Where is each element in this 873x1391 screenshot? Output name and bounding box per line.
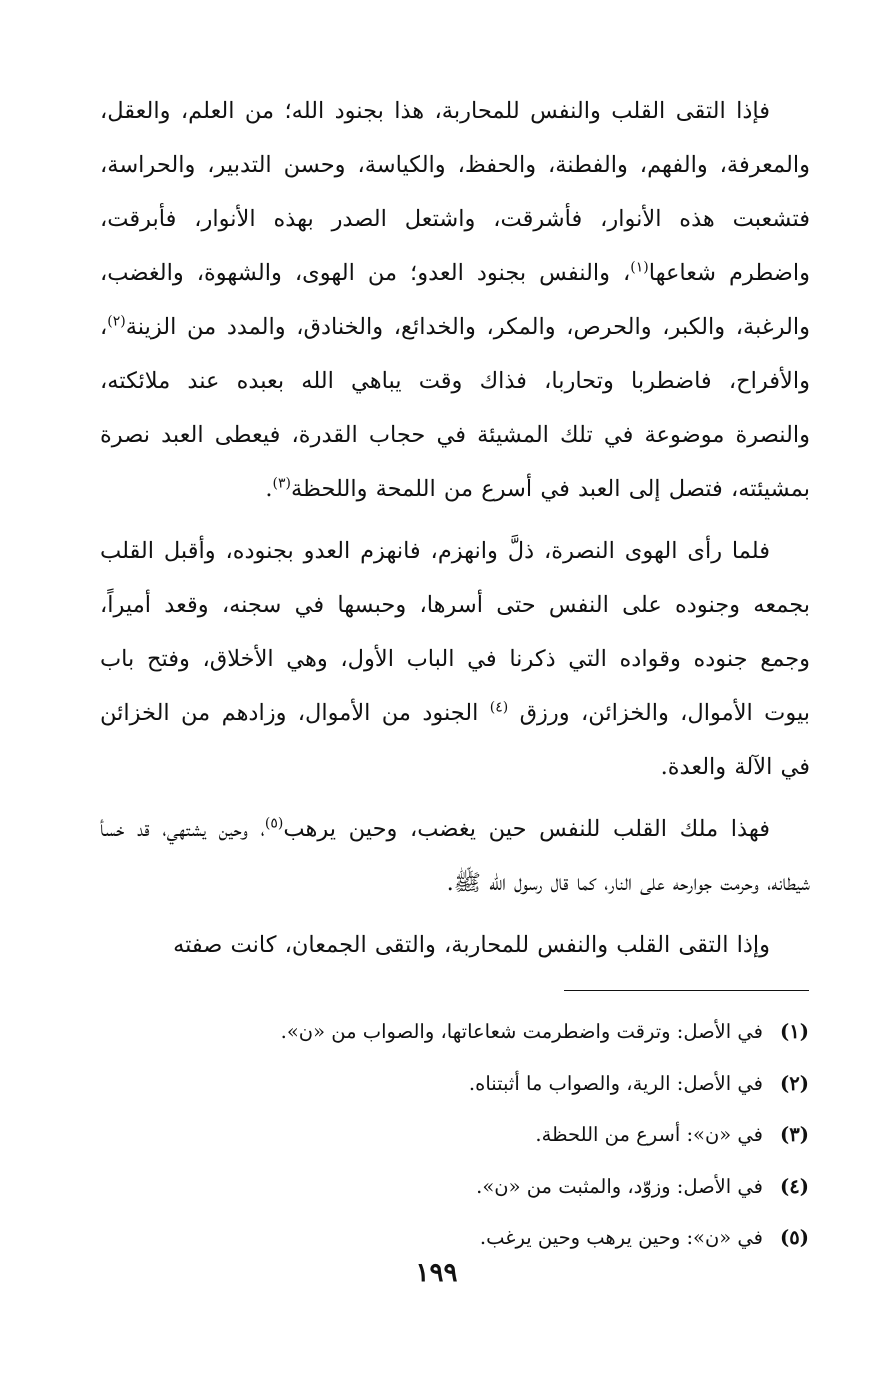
footnote-separator [564, 990, 809, 991]
footnotes-list [109, 1006, 809, 1264]
footnote-text: في «ن»: أسرع من اللحظة. [535, 1123, 763, 1146]
page-number: ١٩٩ [415, 1258, 458, 1288]
footnote-text: في «ن»: وحين يرهب وحين يرغب. [479, 1226, 763, 1249]
footnote-number: (١) [780, 1020, 809, 1043]
footnote-reference: (٤) [489, 699, 509, 716]
footnote-number: (٢) [780, 1071, 809, 1095]
text-segment: . [265, 476, 273, 502]
footnote-text: في الأصل: وزوّد، والمثبت من «ن». [476, 1174, 763, 1198]
footnote-reference: (١) [630, 259, 649, 276]
text-segment: فإذا التقى القلب والنفس للمحاربة، هذا بجنود الله؛ من العلم، والعقل، والمعرفة، والفهم، والفطنة، والحفظ، والكياسة، وحسن التدبير، والحراسة، فتشعبت هذه الأنوار، فأشرقت، واشتعل الصدر بهذه الأنوار، فأبرقت، واضطرم شعاعها [100, 98, 811, 286]
footnote [109, 1058, 809, 1110]
footnote [109, 1161, 809, 1213]
paragraph [100, 918, 810, 972]
main-text [100, 84, 810, 972]
footnote [109, 1212, 809, 1264]
footnote-text: في الأصل: وترقت واضطرمت شعاعاتها، والصواب من «ن». [280, 1020, 763, 1043]
footnote-reference: (٣) [272, 475, 291, 492]
paragraph [100, 84, 810, 516]
footnote-reference: (٥) [264, 815, 284, 832]
footnote-text: في الأصل: الرية، والصواب ما أثبتناه. [468, 1071, 763, 1095]
paragraph [100, 802, 810, 910]
footnote [109, 1109, 809, 1161]
text-segment: ، والنفس بجنود العدو؛ من الهوى، والشهوة، والغضب، والرغبة، والكبر، والحرص، والمكر، والخدائع، والخنادق، والمدد من الزينة [100, 260, 810, 340]
text-segment: الجنود من الأموال، وزادهم من الخزائن في الآلة والعدة. [100, 700, 810, 780]
footnote-reference: (٢) [107, 313, 126, 330]
footnote-number: (٥) [780, 1226, 809, 1249]
footnote-number: (٣) [780, 1123, 809, 1146]
text-segment: فلما رأى الهوى النصرة، ذلَّ وانهزم، فانهزم العدو بجنوده، وأقبل القلب بجمعه وجنوده على النفس حتى أسرها، وحبسها في سجنه، وقعد أميراً، وجمع جنوده وقواده التي ذكرنا في الباب الأول، وهي الأخلاق، وفتح باب بيوت الأموال، والخزائن، ورزق [100, 538, 811, 726]
paragraph [100, 524, 810, 794]
footnote [109, 1006, 809, 1058]
footnote-number: (٤) [780, 1174, 809, 1198]
text-segment: وإذا التقى القلب والنفس للمحاربة، والتقى الجمعان، كانت صفته [173, 932, 770, 958]
text-segment: فهذا ملك القلب للنفس حين يغضب، وحين يرهب [283, 816, 770, 842]
text-segment: ، وحين يشتهي، قد خسأ شيطانه، وحرمت جوارحه على النار، كما قال رسول الله ﷺ. [100, 816, 810, 896]
text-segment: ، والأفراح، فاضطربا وتحاربا، فذاك وقت يباهي الله بعبده عند ملائكته، والنصرة موضوعة في تلك المشيئة في حجاب القدرة، فيعطى العبد نصرة بمشيئته، فتصل إلى العبد في أسرع من اللمحة واللحظة [100, 314, 810, 502]
